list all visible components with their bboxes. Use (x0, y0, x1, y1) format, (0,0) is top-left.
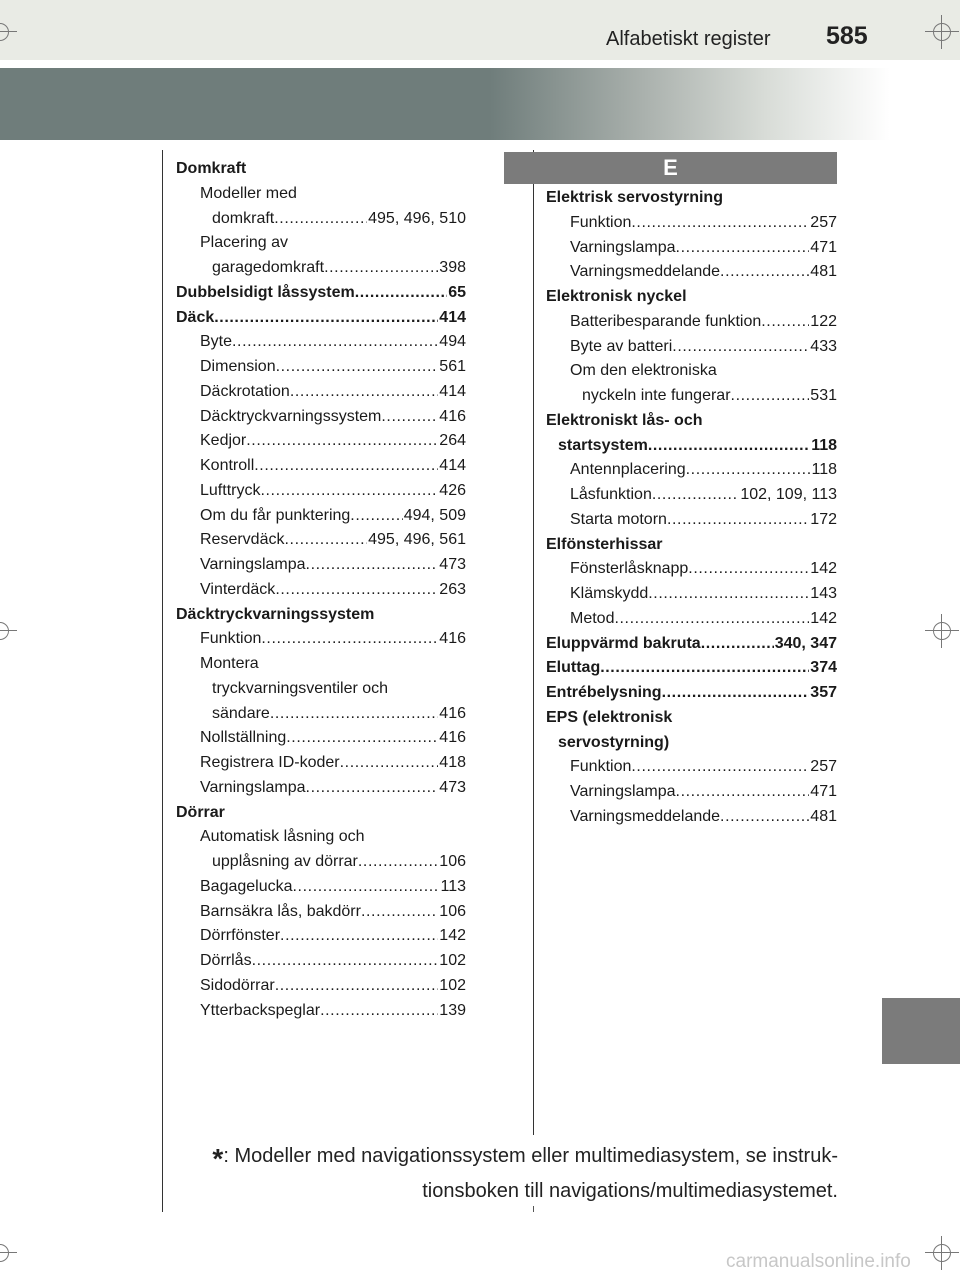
index-entry (176, 949, 466, 974)
dot-leader (672, 335, 809, 360)
index-term: Dörrfönster (200, 927, 281, 945)
dot-leader (350, 504, 402, 529)
index-term: Byte av batteri (570, 337, 673, 355)
index-entry (176, 405, 466, 430)
index-entry (176, 355, 466, 380)
index-term: Kedjor (200, 432, 247, 450)
index-term: Montera (200, 655, 259, 672)
index-page-ref: 416 (439, 729, 466, 747)
index-term: Metod (570, 609, 615, 627)
index-term: Däck (176, 308, 215, 326)
dot-leader (290, 380, 438, 405)
index-entry (176, 999, 466, 1024)
dot-leader (667, 508, 809, 533)
index-term: Om du får punktering (200, 506, 351, 524)
index-page-ref: 473 (439, 778, 466, 796)
dot-leader (361, 900, 438, 925)
index-page-ref: 257 (810, 758, 837, 776)
dot-leader (614, 607, 809, 632)
index-page-ref: 416 (439, 630, 466, 648)
index-page-ref: 561 (439, 358, 466, 375)
dot-leader (761, 310, 809, 335)
index-page-ref: 263 (439, 580, 466, 598)
index-page-ref: 122 (810, 312, 837, 330)
dot-leader (293, 875, 440, 900)
index-entry (546, 285, 837, 310)
page-number: 585 (826, 22, 868, 50)
index-entry (176, 330, 466, 355)
dot-leader (648, 434, 810, 459)
index-term: Varningslampa (570, 783, 676, 800)
index-term: Reservdäck (200, 531, 285, 549)
dot-leader (631, 211, 809, 236)
index-entry (176, 974, 466, 999)
index-term: Varningslampa (570, 238, 676, 256)
index-term: Bagagelucka (200, 877, 293, 895)
index-term: Placering av (200, 234, 289, 252)
index-entry (176, 207, 466, 232)
index-entry (546, 310, 837, 335)
dot-leader (720, 260, 809, 285)
index-page-ref: 102 (439, 952, 466, 969)
index-term: Funktion (200, 630, 262, 648)
index-page-ref: 106 (439, 902, 466, 920)
index-entry (546, 508, 837, 533)
index-page-ref: 416 (439, 407, 466, 425)
index-entry (176, 875, 466, 900)
index-page-ref: 106 (439, 853, 466, 870)
index-entry (546, 434, 837, 459)
dot-leader (254, 454, 438, 479)
index-page-ref: 414 (439, 457, 466, 474)
dot-leader (676, 780, 810, 805)
index-term: Automatisk låsning och (200, 828, 365, 846)
index-page-ref: 142 (439, 927, 466, 945)
index-page-ref: 418 (439, 754, 466, 771)
index-entry (176, 281, 466, 306)
registration-mark-icon (925, 1236, 959, 1270)
footnote-asterisk: * (212, 1143, 224, 1174)
dot-leader (276, 355, 439, 380)
index-entry (546, 211, 837, 236)
index-page-ref: 139 (439, 1001, 466, 1019)
index-term: Däcktryckvarningssystem (176, 605, 375, 623)
index-term: Funktion (570, 758, 632, 776)
index-page-ref: 416 (439, 704, 466, 722)
index-entry (176, 825, 466, 850)
dot-leader (280, 924, 438, 949)
index-page-ref: 414 (439, 382, 466, 400)
dot-leader (662, 681, 810, 706)
index-entry (546, 706, 837, 731)
index-column-left (176, 157, 466, 1023)
dot-leader (214, 306, 438, 331)
index-entry (176, 677, 466, 702)
index-term: Sidodörrar (200, 976, 275, 994)
dot-leader (355, 281, 447, 306)
index-entry (546, 359, 837, 384)
index-entry (176, 578, 466, 603)
index-page-ref: 102, 109, 113 (740, 486, 837, 503)
index-entry (546, 458, 837, 483)
dot-leader (232, 330, 438, 355)
index-entry (176, 454, 466, 479)
index-term: Antennplacering (570, 461, 686, 479)
index-term: Vinterdäck (200, 580, 276, 598)
index-page-ref: 494, 509 (403, 506, 466, 524)
index-term: tryckvarningsventiler och (212, 679, 389, 697)
index-term: Byte (200, 333, 233, 351)
index-entry (546, 557, 837, 582)
index-term: Däckrotation (200, 382, 290, 400)
index-entry (176, 751, 466, 776)
dot-leader (631, 755, 809, 780)
registration-mark-icon (0, 614, 17, 648)
footnote-line-1: : Modeller med navigationssystem eller multimediasystem, se instruk- (223, 1145, 838, 1167)
index-entry (546, 731, 837, 756)
dot-leader (306, 553, 439, 578)
index-entry (176, 380, 466, 405)
index-term: Funktion (570, 213, 632, 231)
dot-leader (275, 578, 438, 603)
index-page-ref: 257 (810, 213, 837, 231)
index-term: Om den elektroniska (570, 362, 717, 380)
index-term: nyckeln inte fungerar (582, 387, 731, 404)
index-entry (176, 479, 466, 504)
dot-leader (286, 726, 438, 751)
index-term: Modeller med (200, 184, 297, 202)
index-entry (176, 256, 466, 281)
index-entry (546, 483, 837, 508)
index-term: Ytterbackspeglar (200, 1001, 321, 1019)
index-entry (546, 632, 837, 657)
left-rule (162, 150, 163, 1212)
index-page-ref: 531 (810, 387, 837, 404)
dot-leader (306, 776, 439, 801)
index-term: Registrera ID-koder (200, 754, 340, 771)
index-entry (546, 533, 837, 558)
index-entry (546, 607, 837, 632)
index-page-ref: 414 (439, 308, 466, 326)
index-entry (546, 582, 837, 607)
index-term: Dubbelsidigt låssystem (176, 283, 355, 301)
index-page-ref: 495, 496, 510 (368, 209, 466, 227)
index-page-ref: 340, 347 (774, 634, 837, 652)
dot-leader (324, 256, 438, 281)
dot-leader (260, 479, 438, 504)
index-entry (546, 681, 837, 706)
dot-leader (275, 974, 439, 999)
index-term: Varningslampa (200, 778, 306, 796)
index-entry (546, 409, 837, 434)
dot-leader (284, 528, 367, 553)
index-term: Däcktryckvarningssystem (200, 407, 382, 425)
index-page-ref: 494 (439, 333, 466, 351)
index-entry (176, 924, 466, 949)
dot-leader (600, 656, 809, 681)
index-term: servostyrning) (558, 733, 670, 751)
index-page-ref: 471 (810, 238, 837, 256)
index-page-ref: 264 (439, 432, 466, 450)
index-term: startsystem (558, 436, 648, 454)
index-entry (546, 236, 837, 261)
index-column-right (546, 186, 837, 830)
dot-leader (246, 429, 438, 454)
index-term: Nollställning (200, 729, 287, 747)
index-page-ref: 118 (811, 436, 837, 454)
dot-leader (701, 632, 774, 657)
index-entry (176, 231, 466, 256)
index-term: Elektrisk servostyrning (546, 189, 723, 206)
column-divider (533, 150, 534, 1135)
index-page-ref: 398 (439, 259, 466, 276)
index-page-ref: 102 (439, 976, 466, 994)
index-term: upplåsning av dörrar (212, 853, 358, 870)
index-entry (176, 627, 466, 652)
dot-leader (686, 458, 811, 483)
chapter-banner (0, 68, 890, 140)
index-term: sändare (212, 704, 270, 722)
dot-leader (688, 557, 809, 582)
index-term: Domkraft (176, 160, 247, 177)
index-term: domkraft (212, 209, 275, 227)
index-entry (176, 429, 466, 454)
index-entry (176, 553, 466, 578)
index-entry (546, 335, 837, 360)
index-term: Varningsmeddelande (570, 263, 721, 281)
footnote-line-2: tionsboken till navigations/multimediasystemet. (422, 1180, 838, 1202)
index-page-ref: 172 (810, 510, 837, 528)
index-term: garagedomkraft (212, 259, 325, 276)
index-page-ref: 374 (810, 659, 837, 677)
index-entry (176, 726, 466, 751)
index-entry (546, 260, 837, 285)
index-page-ref: 357 (810, 684, 837, 701)
index-page-ref: 142 (810, 609, 837, 627)
index-entry (176, 850, 466, 875)
index-entry (176, 801, 466, 826)
index-entry (176, 182, 466, 207)
index-term: Kontroll (200, 457, 255, 474)
index-term: Entrébelysning (546, 684, 662, 701)
index-page-ref: 471 (810, 783, 837, 800)
dot-leader (652, 483, 739, 508)
index-entry (176, 528, 466, 553)
index-term: Dörrlås (200, 952, 252, 969)
chapter-side-tab (882, 998, 960, 1064)
section-letter-header: E (504, 152, 837, 184)
index-entry (546, 780, 837, 805)
registration-mark-icon (0, 15, 17, 49)
dot-leader (358, 850, 438, 875)
index-term: Lufttryck (200, 481, 261, 499)
index-entry (176, 157, 466, 182)
dot-leader (270, 702, 438, 727)
index-term: Varningslampa (200, 556, 306, 573)
index-term: Varningsmeddelande (570, 807, 721, 825)
index-term: Låsfunktion (570, 486, 652, 503)
index-page-ref: 433 (810, 337, 837, 355)
index-entry (176, 776, 466, 801)
index-term: Elektronisk nyckel (546, 288, 687, 305)
registration-mark-icon (925, 15, 959, 49)
index-term: Barnsäkra lås, bakdörr (200, 902, 361, 920)
index-term: Eluttag (546, 659, 601, 677)
index-entry (546, 384, 837, 409)
registration-mark-icon (0, 1236, 17, 1270)
index-term: Dörrar (176, 803, 225, 821)
index-entry (546, 656, 837, 681)
registration-mark-icon (925, 614, 959, 648)
watermark: carmanualsonline.info (726, 1251, 911, 1272)
dot-leader (731, 384, 810, 409)
header-title: Alfabetiskt register (606, 28, 771, 50)
index-term: Starta motorn (570, 510, 667, 528)
index-entry (176, 652, 466, 677)
index-page-ref: 426 (439, 481, 466, 499)
index-page-ref: 65 (448, 283, 466, 301)
index-entry (546, 186, 837, 211)
index-entry (546, 755, 837, 780)
dot-leader (320, 999, 438, 1024)
dot-leader (676, 236, 810, 261)
index-page-ref: 142 (810, 560, 837, 578)
index-entry (176, 504, 466, 529)
dot-leader (381, 405, 438, 430)
footnote (196, 1140, 838, 1207)
index-term: EPS (elektronisk (546, 708, 673, 726)
index-entry (176, 702, 466, 727)
index-term: Elektroniskt lås- och (546, 411, 703, 429)
index-page-ref: 481 (810, 807, 837, 825)
header-strip (0, 0, 960, 60)
index-entry (176, 306, 466, 331)
dot-leader (261, 627, 438, 652)
index-page-ref: 481 (810, 263, 837, 281)
index-term: Batteribesparande funktion (570, 312, 762, 330)
dot-leader (252, 949, 439, 974)
index-entry (176, 900, 466, 925)
index-term: Klämskydd (570, 585, 649, 602)
dot-leader (340, 751, 439, 776)
index-page-ref: 473 (439, 556, 466, 573)
index-term: Eluppvärmd bakruta (546, 634, 701, 652)
dot-leader (274, 207, 367, 232)
index-page-ref: 113 (440, 877, 466, 895)
index-page-ref: 143 (810, 585, 837, 602)
index-entry (546, 805, 837, 830)
dot-leader (648, 582, 809, 607)
index-page-ref: 118 (811, 461, 837, 479)
index-term: Dimension (200, 358, 276, 375)
index-term: Elfönsterhissar (546, 535, 663, 553)
index-page-ref: 495, 496, 561 (368, 531, 466, 549)
index-term: Fönsterlåsknapp (570, 560, 689, 578)
dot-leader (720, 805, 809, 830)
index-entry (176, 603, 466, 628)
